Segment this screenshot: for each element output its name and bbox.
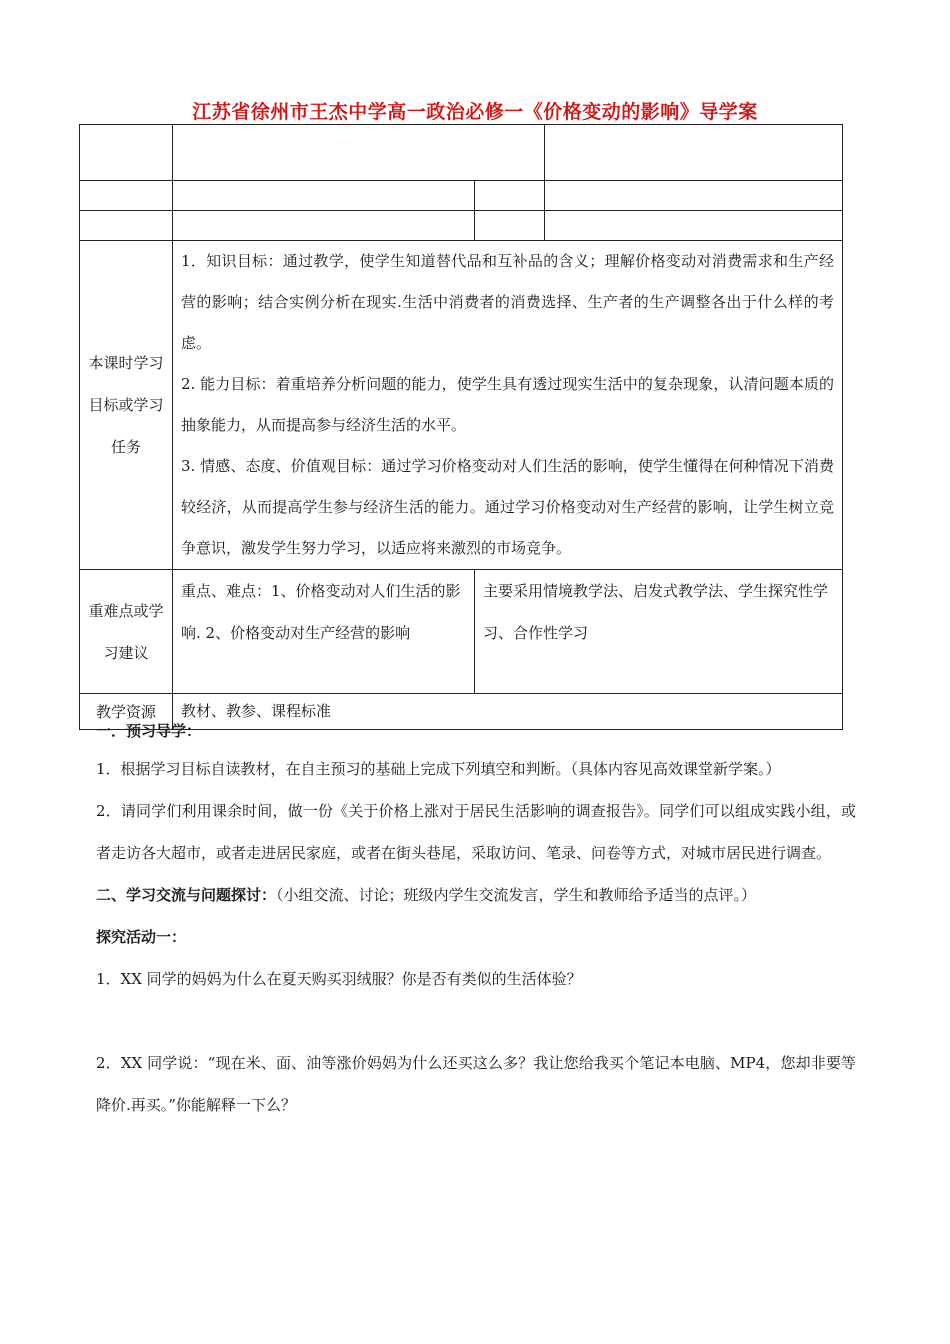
question-2: 2．XX 同学说：“现在米、面、油等涨价妈妈为什么还买这么多？我让您给我买个笔记本电脑、MP4，您却非要等降价.再买。”你能解释一下么？: [96, 1054, 856, 1114]
empty-cell: [475, 211, 545, 241]
answer-space: [96, 1000, 856, 1042]
empty-cell: [475, 181, 545, 211]
knowledge-objective: 1．知识目标：通过教学，使学生知道替代品和互补品的含义；理解价格变动对消费需求和生产经营的影响；结合实例分析在现实.生活中消费者的消费选择、生产者的生产调整各出于什么样的考虑。: [181, 252, 835, 352]
preview-item-2: 2．请同学们利用课余时间，做一份《关于价格上涨对于居民生活影响的调查报告》。同学们可以组成实践小组，或者走访各大超市，或者走进居民家庭，或者在街头巷尾，采取访问、笔录、问卷等方式，对城市居民进行调查。: [96, 802, 856, 862]
empty-cell: [80, 211, 173, 241]
resources-content: 教材、教参、课程标准: [173, 694, 843, 730]
section2-heading-line: [96, 874, 856, 916]
activity-heading: 探究活动一：: [96, 928, 187, 946]
key-points-label: 重难点或学习建议: [80, 570, 173, 694]
document-title: 江苏省徐州市王杰中学高一政治必修一《价格变动的影响》导学案: [192, 101, 758, 123]
empty-cell: [545, 125, 843, 181]
empty-cell: [173, 125, 545, 181]
objectives-label: 本课时学习目标或学习任务: [80, 241, 173, 570]
empty-cell: [545, 211, 843, 241]
lesson-info-table: [79, 124, 843, 730]
table-row: [80, 125, 843, 181]
document-body: [96, 714, 856, 1126]
objectives-content: [173, 241, 843, 570]
resources-label: 教学资源: [80, 694, 173, 730]
question-1: 1．XX 同学的妈妈为什么在夏天购买羽绒服？你是否有类似的生活体验？: [96, 970, 582, 988]
empty-cell: [173, 181, 475, 211]
key-points-row: [80, 570, 843, 694]
section2-note: （小组交流、讨论；班级内学生交流发言，学生和教师给予适当的点评。）: [276, 886, 757, 904]
methods-content: 主要采用情境教学法、启发式教学法、学生探究性学习、合作性学习: [475, 570, 843, 694]
attitude-objective: 3. 情感、态度、价值观目标：通过学习价格变动对人们生活的影响，使学生懂得在何种情况下消费较经济，从而提高学生参与经济生活的能力。通过学习价格变动对生产经营的影响，让学生树立竞争意识，激发学生努力学习，以适应将来激烈的市场竞争。: [181, 457, 835, 557]
empty-cell: [80, 125, 173, 181]
empty-cell: [545, 181, 843, 211]
preview-item-1: 1．根据学习目标自读教材，在自主预习的基础上完成下列填空和判断。（具体内容见高效课堂新学案。）: [96, 760, 781, 778]
section1-heading: 一．预习导学：: [96, 722, 202, 740]
key-points-content: 重点、难点：1、价格变动对人们生活的影响. 2、价格变动对生产经营的影响: [173, 570, 475, 694]
section2-heading: 二、学习交流与问题探讨：: [96, 886, 277, 904]
ability-objective: 2. 能力目标：着重培养分析问题的能力，使学生具有透过现实生活中的复杂现象，认清问题本质的抽象能力，从而提高参与经济生活的水平。: [181, 375, 835, 434]
table-row: [80, 181, 843, 211]
table-row: [80, 211, 843, 241]
objectives-row: [80, 241, 843, 570]
empty-cell: [173, 211, 475, 241]
empty-cell: [80, 181, 173, 211]
